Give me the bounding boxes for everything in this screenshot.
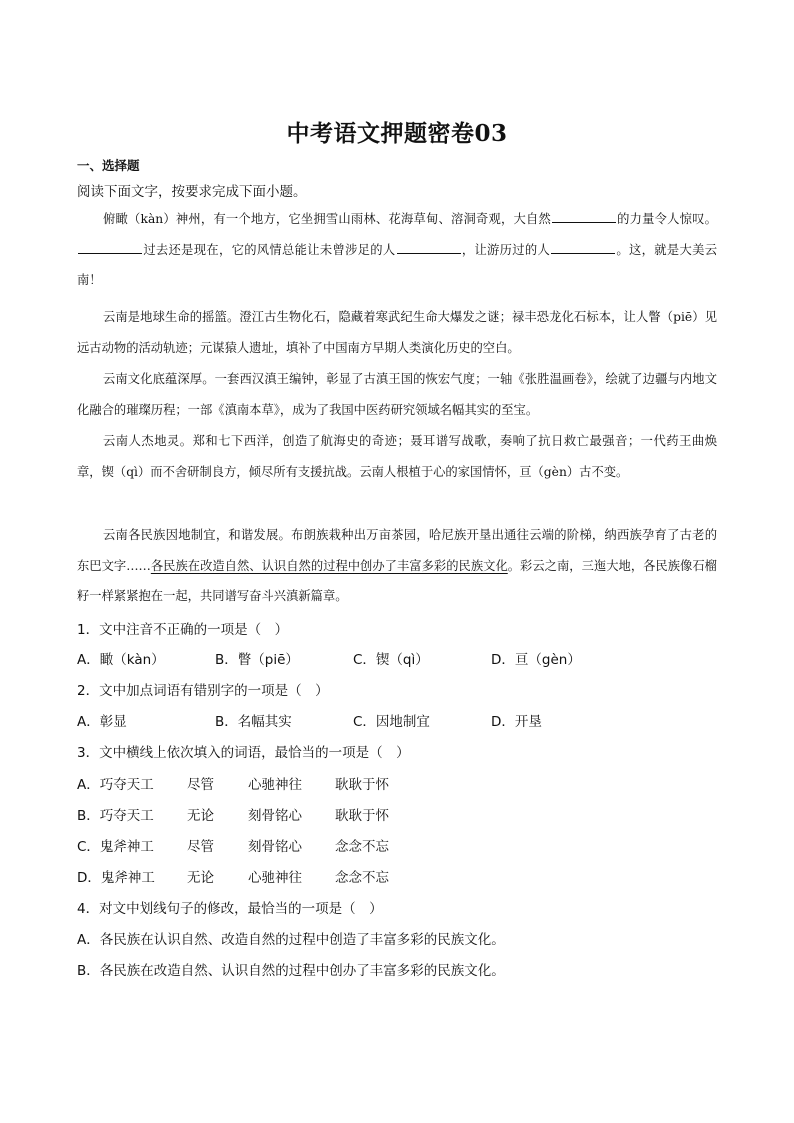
question-3-option-c-word-4: 念念不忘 bbox=[335, 839, 389, 855]
question-4-option-a[interactable]: A．各民族在认识自然、改造自然的过程中创造了丰富多彩的民族文化。 bbox=[77, 932, 505, 948]
section-heading: 一、选择题 bbox=[77, 158, 140, 173]
question-1-option-b[interactable]: B．瞥（piē） bbox=[215, 652, 299, 668]
blank-4 bbox=[551, 242, 615, 254]
question-1-option-c[interactable]: C．锲（qì） bbox=[353, 652, 429, 668]
question-3-stem: 3．文中横线上依次填入的词语，最恰当的一项是（ ） bbox=[77, 745, 410, 761]
question-3-option-b-word-3: 刻骨铭心 bbox=[248, 808, 302, 824]
blank-3 bbox=[397, 242, 461, 254]
question-1-option-d[interactable]: D．亘（gèn） bbox=[491, 652, 581, 668]
underlined-sentence: 各民族在改造自然、认识自然的过程中创办了丰富多彩的民族文化 bbox=[150, 558, 508, 573]
question-3-option-c[interactable]: C．鬼斧神工 bbox=[77, 839, 154, 855]
question-4-option-b[interactable]: B．各民族在改造自然、认识自然的过程中创办了丰富多彩的民族文化。 bbox=[77, 963, 505, 979]
question-3-option-a[interactable]: A．巧夺天工 bbox=[77, 777, 154, 793]
question-3-option-a-word-2: 尽管 bbox=[187, 777, 214, 793]
question-3-option-a-word-3: 心驰神往 bbox=[248, 777, 302, 793]
question-3-option-d[interactable]: D．鬼斧神工 bbox=[77, 870, 155, 886]
instruction: 阅读下面文字，按要求完成下面小题。 bbox=[77, 184, 307, 200]
question-3-option-d-word-3: 心驰神往 bbox=[248, 870, 302, 886]
title-text: 中考语文押题密卷 bbox=[286, 120, 475, 147]
page-title bbox=[0, 118, 794, 150]
blank-1 bbox=[552, 211, 616, 223]
question-3-option-d-word-4: 念念不忘 bbox=[335, 870, 389, 886]
question-3-option-d-word-2: 无论 bbox=[187, 870, 214, 886]
question-3-option-c-word-3: 刻骨铭心 bbox=[248, 839, 302, 855]
passage-paragraph-4: 云南人杰地灵。郑和七下西洋，创造了航海史的奇迹；聂耳谱写战歌，奏响了抗日救亡最强音；一代药王曲焕章，锲（qì）而不舍研制良方，倾尽所有支援抗战。云南人根植于心的家国情怀，亘（gèn）古不变。 bbox=[77, 434, 717, 479]
question-3-option-c-word-2: 尽管 bbox=[187, 839, 214, 855]
question-2-option-a[interactable]: A．彰显 bbox=[77, 714, 127, 730]
question-4-stem: 4．对文中划线句子的修改，最恰当的一项是（ ） bbox=[77, 901, 383, 917]
question-3-option-a-word-4: 耿耿于怀 bbox=[335, 777, 389, 793]
question-3-option-b[interactable]: B．巧夺天工 bbox=[77, 808, 154, 824]
question-3-option-b-word-4: 耿耿于怀 bbox=[335, 808, 389, 824]
passage-paragraph-5: 云南各民族因地制宜，和谐发展。布朗族栽种出万亩茶园，哈尼族开垦出通往云端的阶梯，纳西族孕育了古老的东巴文字……各民族在改造自然、认识自然的过程中创办了丰富多彩的民族文化。彩云之南，三迤大地，各民族像石榴籽一样紧紧抱在一起，共同谱写奋斗兴滇新篇章。 bbox=[77, 528, 717, 603]
question-2-stem: 2．文中加点词语有错别字的一项是（ ） bbox=[77, 683, 329, 699]
passage-paragraph-3: 云南文化底蕴深厚。一套西汉滇王编钟，彰显了古滇王国的恢宏气度；一轴《张胜温画卷》，绘就了边疆与内地文化融合的璀璨历程；一部《滇南本草》，成为了我国中医药研究领域名幅其实的至宝。 bbox=[77, 372, 717, 417]
question-1-stem: 1．文中注音不正确的一项是（ ） bbox=[77, 622, 289, 638]
question-2-option-d[interactable]: D．开垦 bbox=[491, 714, 542, 730]
question-3-option-b-word-2: 无论 bbox=[187, 808, 214, 824]
question-2-option-c[interactable]: C．因地制宜 bbox=[353, 714, 430, 730]
blank-2 bbox=[78, 242, 142, 254]
question-2-option-b[interactable]: B．名幅其实 bbox=[215, 714, 292, 730]
question-1-option-a[interactable]: A．瞰（kàn） bbox=[77, 652, 165, 668]
passage-paragraph-2: 云南是地球生命的摇篮。澄江古生物化石，隐藏着寒武纪生命大爆发之谜；禄丰恐龙化石标本，让人瞥（piē）见远古动物的活动轨迹；元谋猿人遗址，填补了中国南方早期人类演化历史的空白。 bbox=[77, 310, 717, 355]
title-number: 03 bbox=[474, 120, 508, 147]
passage-paragraph-1: 俯瞰（kàn）神州，有一个地方，它坐拥雪山雨林、花海草甸、溶洞奇观，大自然 的力量令人惊叹。过去还是现在，它的风情总能让未曾涉足的人 ，让游历过的人 。这，就是大美云南！ bbox=[77, 212, 717, 287]
